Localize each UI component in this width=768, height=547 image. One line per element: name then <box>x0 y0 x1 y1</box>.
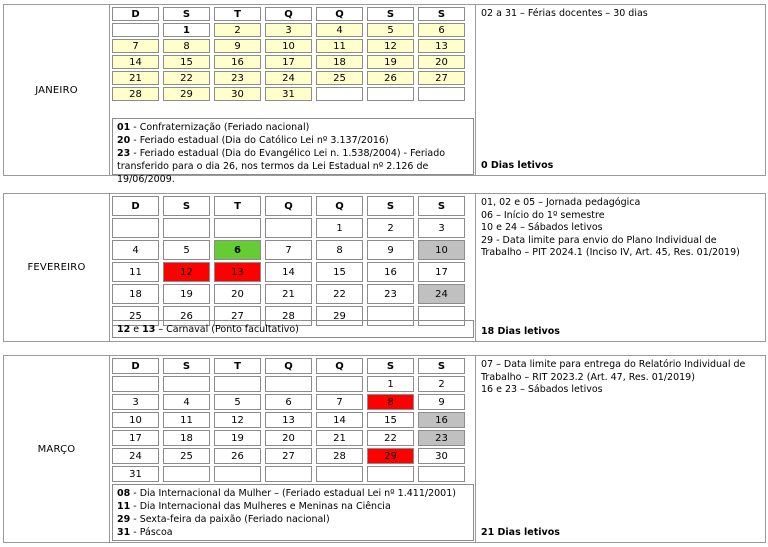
note-day: 01 <box>117 122 131 133</box>
day-cell: 12 <box>367 39 414 53</box>
day-cell: 23 <box>418 430 465 446</box>
day-cell: 19 <box>163 284 210 304</box>
day-cell <box>112 376 159 392</box>
weekday-header: Q <box>265 196 312 216</box>
month-name: JANEIRO <box>4 5 110 175</box>
day-cell <box>214 218 261 238</box>
weekday-header: S <box>163 358 210 374</box>
day-cell: 1 <box>316 218 363 238</box>
day-cell: 18 <box>316 55 363 69</box>
day-cell: 26 <box>367 71 414 85</box>
weekday-header: Q <box>265 7 312 21</box>
day-cell: 10 <box>418 240 465 260</box>
day-cell: 6 <box>265 394 312 410</box>
weekday-header: S <box>418 196 465 216</box>
day-cell: 19 <box>367 55 414 69</box>
weekday-header: D <box>112 358 159 374</box>
note-day: 08 <box>117 488 131 499</box>
note-day: 23 <box>117 148 131 159</box>
events-panel <box>475 5 765 175</box>
day-cell: 21 <box>265 284 312 304</box>
event-item: 07 – Data limite para entrega do Relatório Individual de Trabalho – RIT 2023.2 (Art. 47, Res. 01/2019) <box>481 359 746 383</box>
day-cell <box>418 87 465 101</box>
event-item: 29 - Data limite para envio do Plano Individual de Trabalho – PIT 2024.1 (Inciso IV, Art. 45, Res. 01/2019) <box>481 234 740 258</box>
day-cell: 12 <box>163 262 210 282</box>
day-cell: 5 <box>214 394 261 410</box>
day-cell: 3 <box>265 23 312 37</box>
day-cell: 11 <box>112 262 159 282</box>
weekday-header: D <box>112 7 159 21</box>
month-block-janeiro <box>3 4 766 185</box>
day-cell: 13 <box>214 262 261 282</box>
day-cell: 21 <box>112 71 159 85</box>
day-cell: 20 <box>418 55 465 69</box>
holiday-notes <box>112 484 474 541</box>
day-cell: 7 <box>265 240 312 260</box>
day-cell: 3 <box>112 394 159 410</box>
weekday-header: D <box>112 196 159 216</box>
day-cell: 15 <box>316 262 363 282</box>
weekday-header: Q <box>265 358 312 374</box>
day-cell: 26 <box>214 448 261 464</box>
day-cell <box>112 218 159 238</box>
day-cell: 7 <box>316 394 363 410</box>
day-cell: 13 <box>418 39 465 53</box>
day-cell: 6 <box>214 240 261 260</box>
day-cell: 8 <box>367 394 414 410</box>
day-cell: 29 <box>163 87 210 101</box>
day-cell <box>163 376 210 392</box>
day-cell <box>265 218 312 238</box>
day-cell: 11 <box>316 39 363 53</box>
holiday-note <box>117 513 469 526</box>
weekday-header: S <box>418 7 465 21</box>
day-cell: 17 <box>265 55 312 69</box>
day-cell: 2 <box>214 23 261 37</box>
day-cell: 30 <box>418 448 465 464</box>
events-list <box>481 359 760 397</box>
day-cell: 22 <box>367 430 414 446</box>
note-day: 29 <box>117 514 131 525</box>
day-cell: 10 <box>112 412 159 428</box>
day-cell: 26 <box>163 306 210 326</box>
day-cell: 27 <box>214 306 261 326</box>
day-cell <box>265 376 312 392</box>
note-text: - Dia Internacional das Mulheres e Meninas na Ciência <box>130 501 391 512</box>
day-cell: 22 <box>316 284 363 304</box>
weekday-header: S <box>163 7 210 21</box>
day-cell: 19 <box>214 430 261 446</box>
day-cell <box>367 466 414 482</box>
event-item: 10 e 24 – Sábados letivos <box>481 222 603 233</box>
day-cell: 5 <box>367 23 414 37</box>
weekday-header: S <box>367 358 414 374</box>
holiday-notes <box>112 320 474 338</box>
day-cell <box>112 23 159 37</box>
day-cell: 4 <box>316 23 363 37</box>
day-cell: 17 <box>112 430 159 446</box>
holiday-note <box>117 487 469 500</box>
day-cell: 23 <box>367 284 414 304</box>
note-text: - Feriado estadual (Dia do Católico Lei nº 3.137/2016) <box>130 135 389 146</box>
day-cell: 16 <box>418 412 465 428</box>
day-cell: 28 <box>112 87 159 101</box>
month-name: FEVEREIRO <box>4 194 110 341</box>
day-cell <box>163 218 210 238</box>
day-cell: 27 <box>265 448 312 464</box>
weekday-header: Q <box>316 358 363 374</box>
day-cell: 15 <box>163 55 210 69</box>
day-cell: 31 <box>265 87 312 101</box>
day-cell: 15 <box>367 412 414 428</box>
events-panel <box>475 194 765 341</box>
day-cell: 23 <box>214 71 261 85</box>
day-cell: 5 <box>163 240 210 260</box>
holiday-note <box>117 500 469 513</box>
day-cell: 24 <box>265 71 312 85</box>
day-cell: 28 <box>316 448 363 464</box>
day-cell: 29 <box>367 448 414 464</box>
day-cell: 8 <box>316 240 363 260</box>
events-list <box>481 197 760 260</box>
weekday-header: T <box>214 7 261 21</box>
month-block-fevereiro <box>3 193 766 342</box>
day-cell <box>163 466 210 482</box>
note-day: 13 <box>142 324 156 335</box>
day-cell: 28 <box>265 306 312 326</box>
note-day: 20 <box>117 135 131 146</box>
note-text: - Sexta-feira da paixão (Feriado nacional) <box>130 514 330 525</box>
note-text: - Feriado estadual (Dia do Evangélico Lei n. 1.538/2004) - Feriado transferido para o dia 26, nos termos da Lei Estadual nº 2.126 de 19/06/2009. <box>117 148 446 185</box>
note-day: 11 <box>117 501 131 512</box>
day-cell: 7 <box>112 39 159 53</box>
day-cell: 30 <box>214 87 261 101</box>
day-cell: 21 <box>316 430 363 446</box>
day-cell: 8 <box>163 39 210 53</box>
weekday-header: S <box>418 358 465 374</box>
note-text: – Carnaval (Ponto facultativo) <box>155 324 299 335</box>
day-cell: 16 <box>367 262 414 282</box>
day-cell <box>265 466 312 482</box>
day-cell: 4 <box>112 240 159 260</box>
day-cell: 27 <box>418 71 465 85</box>
weekday-header: Q <box>316 7 363 21</box>
day-cell: 17 <box>418 262 465 282</box>
note-text: - Confraternização (Feriado nacional) <box>130 122 310 133</box>
day-cell: 3 <box>418 218 465 238</box>
day-cell: 2 <box>367 218 414 238</box>
holiday-note <box>117 121 469 134</box>
day-cell: 25 <box>316 71 363 85</box>
day-cell <box>418 466 465 482</box>
day-cell: 14 <box>265 262 312 282</box>
day-cell: 31 <box>112 466 159 482</box>
holiday-note <box>117 134 469 147</box>
holiday-note <box>117 526 469 539</box>
event-item: 16 e 23 – Sábados letivos <box>481 384 603 395</box>
weekday-header: S <box>163 196 210 216</box>
day-cell: 10 <box>265 39 312 53</box>
events-panel <box>475 356 765 542</box>
day-cell: 9 <box>214 39 261 53</box>
day-cell <box>367 87 414 101</box>
day-cell: 1 <box>163 23 210 37</box>
event-item: 02 a 31 – Férias docentes – 30 dias <box>481 8 648 19</box>
day-cell: 6 <box>418 23 465 37</box>
day-cell: 25 <box>163 448 210 464</box>
day-cell: 2 <box>418 376 465 392</box>
day-cell <box>316 376 363 392</box>
day-cell: 18 <box>163 430 210 446</box>
day-cell: 22 <box>163 71 210 85</box>
note-day: 12 <box>117 324 131 335</box>
day-cell: 14 <box>316 412 363 428</box>
day-cell: 9 <box>418 394 465 410</box>
holiday-note <box>117 147 469 186</box>
weekday-header: S <box>367 196 414 216</box>
day-cell: 9 <box>367 240 414 260</box>
day-cell: 14 <box>112 55 159 69</box>
weekday-header: T <box>214 358 261 374</box>
month-block-marco <box>3 355 766 543</box>
day-cell: 29 <box>316 306 363 326</box>
note-text: e <box>130 324 143 335</box>
day-cell <box>316 466 363 482</box>
events-list <box>481 8 760 21</box>
event-item: 01, 02 e 05 – Jornada pedagógica <box>481 197 641 208</box>
dias-letivos: 0 Dias letivos <box>481 159 554 171</box>
dias-letivos: 18 Dias letivos <box>481 325 560 337</box>
day-cell: 20 <box>214 284 261 304</box>
day-cell <box>316 87 363 101</box>
day-cell: 12 <box>214 412 261 428</box>
day-cell <box>214 466 261 482</box>
day-cell: 1 <box>367 376 414 392</box>
note-text: - Páscoa <box>130 527 173 538</box>
dias-letivos: 21 Dias letivos <box>481 526 560 538</box>
event-item: 06 – Início do 1º semestre <box>481 209 605 221</box>
day-cell: 24 <box>418 284 465 304</box>
note-day: 31 <box>117 527 131 538</box>
weekday-header: Q <box>316 196 363 216</box>
day-cell: 18 <box>112 284 159 304</box>
month-name: MARÇO <box>4 356 110 542</box>
weekday-header: T <box>214 196 261 216</box>
day-cell: 11 <box>163 412 210 428</box>
day-cell: 24 <box>112 448 159 464</box>
weekday-header: S <box>367 7 414 21</box>
holiday-note <box>117 323 469 336</box>
day-cell: 16 <box>214 55 261 69</box>
holiday-notes <box>112 118 474 185</box>
day-cell <box>214 376 261 392</box>
day-cell: 20 <box>265 430 312 446</box>
day-cell: 25 <box>112 306 159 326</box>
day-cell: 4 <box>163 394 210 410</box>
day-cell: 13 <box>265 412 312 428</box>
note-text: - Dia Internacional da Mulher – (Feriado estadual Lei nº 1.411/2001) <box>130 488 456 499</box>
